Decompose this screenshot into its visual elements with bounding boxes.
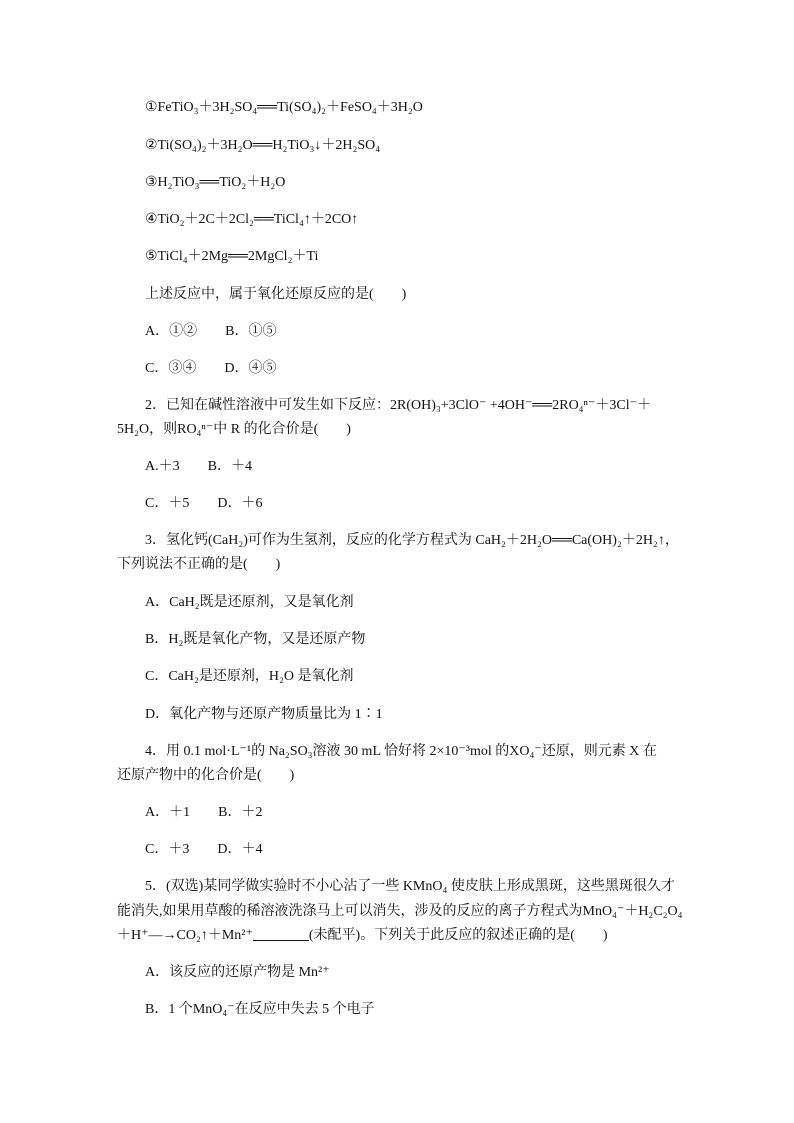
q3-stem-line2: 下列说法不正确的是( ) — [117, 557, 281, 572]
q5-stem-line2: 能消失,如果用草酸的稀溶液洗涤马上可以消失，涉及的反应的离子方程式为MnO₄⁻＋H₂C₂O₄ — [117, 904, 683, 919]
q5-stem-line3 — [117, 926, 608, 946]
q1-stem: 上述反应中，属于氧化还原反应的是( ) — [145, 287, 407, 302]
equation-5: ⑤TiCl₄＋2Mg══2MgCl₂＋Ti — [145, 249, 319, 264]
q4-stem-line2: 还原产物中的化合价是( ) — [117, 768, 295, 783]
q4-options-ab: A．＋1 B．＋2 — [145, 805, 263, 820]
q5-option-a: A．该反应的还原产物是 Mn²⁺ — [145, 965, 330, 980]
q4-options-cd: C．＋3 D．＋4 — [145, 842, 263, 857]
q3-option-d: D．氧化产物与还原产物质量比为 1∶1 — [145, 707, 383, 722]
q2-stem-line2: 5H₂O，则RO₄ⁿ⁻中 R 的化合价是( ) — [117, 422, 351, 437]
q1-options-ab: A．①② B．①⑤ — [145, 324, 277, 339]
answer-blank — [253, 926, 309, 941]
q3-stem-line1: 3．氢化钙(CaH₂)可作为生氢剂，反应的化学方程式为 CaH₂＋2H₂O══Ca(OH)₂＋2H₂↑， — [145, 533, 679, 548]
equation-2: ②Ti(SO₄)₂＋3H₂O══H₂TiO₃↓＋2H₂SO₄ — [145, 138, 381, 153]
equation-3: ③H₂TiO₃══TiO₂＋H₂O — [145, 175, 286, 190]
q1-options-cd: C．③④ D．④⑤ — [145, 361, 277, 376]
q2-options-ab: A.＋3 B．＋4 — [145, 459, 252, 474]
q3-option-a: A．CaH₂既是还原剂，又是氧化剂 — [145, 595, 354, 610]
q2-stem-line1: 2．已知在碱性溶液中可发生如下反应：2R(OH)₃+3ClO⁻ +4OH⁻══2RO₄ⁿ⁻＋3Cl⁻＋ — [145, 398, 651, 413]
q4-stem-line1: 4．用 0.1 mol·L⁻¹的 Na₂SO₃溶液 30 mL 恰好将 2×10⁻³mol 的XO₄⁻还原，则元素 X 在 — [145, 744, 657, 759]
q5-option-b: B．1 个MnO₄⁻在反应中失去 5 个电子 — [145, 1002, 375, 1017]
q5-stem-line3-start: ＋H⁺—→CO₂↑＋Mn²⁺ — [117, 928, 253, 943]
q5-stem-line3-end: (未配平)。下列关于此反应的叙述正确的是( ) — [308, 928, 608, 943]
equation-1: ①FeTiO₃＋3H₂SO₄══Ti(SO₄)₂＋FeSO₄＋3H₂O — [145, 100, 423, 115]
q5-stem-line1: 5．(双选)某同学做实验时不小心沾了一些 KMnO₄ 使皮肤上形成黑斑，这些黑斑很久才 — [145, 879, 675, 894]
q3-option-b: B．H₂既是氧化产物，又是还原产物 — [145, 632, 366, 647]
q2-options-cd: C．＋5 D．＋6 — [145, 496, 263, 511]
q3-option-c: C．CaH₂是还原剂，H₂O 是氧化剂 — [145, 669, 354, 684]
equation-4: ④TiO₂＋2C＋2Cl₂══TiCl₄↑＋2CO↑ — [145, 212, 359, 227]
